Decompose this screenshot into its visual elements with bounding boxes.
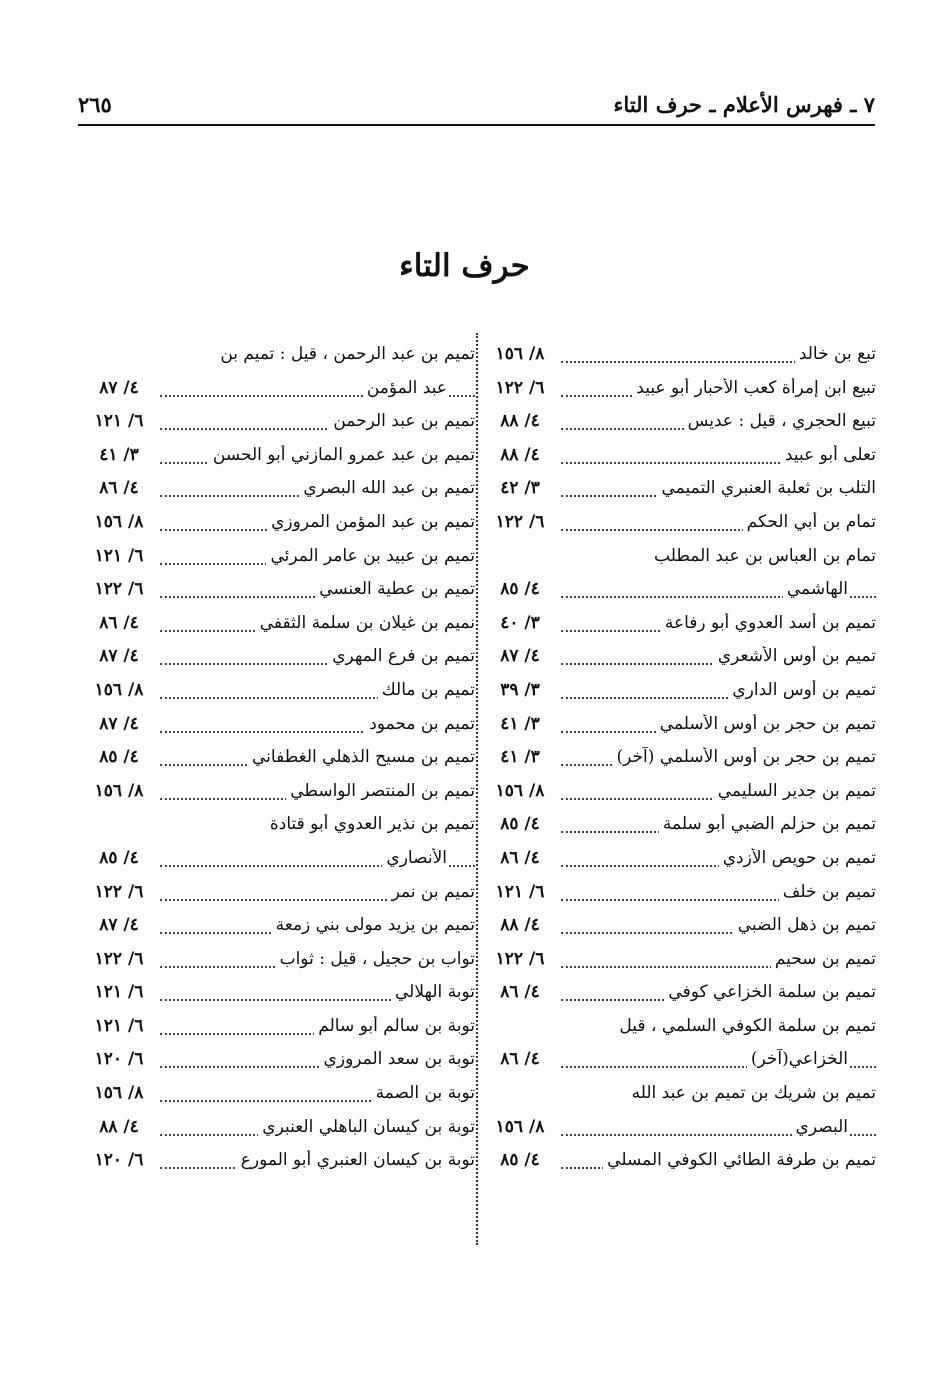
entry-reference: ٤/ ٨٨ xyxy=(500,444,540,465)
entry-name: توبة الهلالي xyxy=(391,982,475,1002)
entry-name: تواب بن حجيل ، قيل : ثواب xyxy=(276,949,475,969)
entry-name: تميم بن نمر xyxy=(388,882,475,902)
entry-reference: ٦/ ١٢٢ xyxy=(495,377,545,398)
section-title: حرف التاء xyxy=(399,248,530,284)
index-entry xyxy=(481,475,876,509)
index-entry xyxy=(481,979,876,1013)
entry-name: تميم بن أوس الأشعري xyxy=(714,646,876,666)
page-number: ٢٦٥ xyxy=(78,92,112,117)
entry-name: الأنصاري xyxy=(382,848,447,868)
index-entry xyxy=(80,845,475,879)
entry-name: تميم بن فرع المهري xyxy=(328,646,475,666)
entry-name: تمام بن العباس بن عبد المطلب xyxy=(650,546,876,566)
index-entry xyxy=(80,744,475,778)
column-divider xyxy=(476,333,478,1245)
entry-reference: ٦/ ١٢١ xyxy=(94,545,144,566)
index-entry xyxy=(481,408,876,442)
entry-reference: ٤/ ٨٥ xyxy=(500,1150,540,1171)
entry-name: تميم بن عبد الله البصري xyxy=(299,478,475,498)
entry-name: توبة بن الصمة xyxy=(372,1083,475,1103)
entry-name: تميم بن عطية العنسي xyxy=(315,579,475,599)
entry-name: تميم بن سحيم xyxy=(771,949,876,969)
entry-reference: ٨/ ١٥٦ xyxy=(94,1083,144,1104)
index-entry xyxy=(481,1013,876,1047)
entry-reference: ٣/ ٤١ xyxy=(99,444,139,465)
entry-name: تميم بن عبد المؤمن المروزي xyxy=(267,512,475,532)
running-title: ٧ ـ فهرس الأعلام ـ حرف التاء xyxy=(613,92,875,117)
entry-reference: ٦/ ١٢٢ xyxy=(495,511,545,532)
index-entry xyxy=(80,879,475,913)
entry-name: الخزاعي(آخر) xyxy=(747,1049,848,1069)
entry-name: تمام بن أبي الحكم xyxy=(743,512,876,532)
index-entry xyxy=(80,576,475,610)
page-header xyxy=(78,88,875,126)
entry-reference: ٨/ ١٥٦ xyxy=(94,679,144,700)
index-entry xyxy=(481,610,876,644)
entry-name: توبة بن كيسان الباهلي العنبري xyxy=(258,1117,475,1137)
index-entry xyxy=(481,643,876,677)
entry-name: تميم بن طرفة الطائي الكوفي المسلي xyxy=(603,1150,876,1170)
entry-name: تبيع ابن إمرأة كعب الأحبار أبو عبيد xyxy=(632,378,876,398)
index-entry xyxy=(80,475,475,509)
entry-reference: ٤/ ٨٧ xyxy=(99,646,139,667)
entry-name: تميم بن المنتصر الواسطي xyxy=(286,781,475,801)
index-entry xyxy=(481,912,876,946)
index-entry xyxy=(80,643,475,677)
entry-name: تميم بن مالك xyxy=(378,680,475,700)
entry-reference: ٦/ ١٢١ xyxy=(94,1015,144,1036)
entry-reference: ٦/ ١٢٢ xyxy=(94,881,144,902)
entry-name: تميم بن عبد الرحمن ، قيل : تميم بن xyxy=(216,344,475,364)
index-entry xyxy=(481,442,876,476)
entry-name: تميم بن عبد الرحمن xyxy=(329,411,475,431)
index-entry xyxy=(80,341,475,375)
entry-reference: ٤/ ٨٥ xyxy=(500,579,540,600)
index-entry xyxy=(481,744,876,778)
index-entry xyxy=(481,1114,876,1148)
entry-reference: ٨/ ١٥٦ xyxy=(495,780,545,801)
index-entry xyxy=(80,1080,475,1114)
index-entry xyxy=(80,375,475,409)
entry-name: التلب بن ثعلبة العنبري التميمي xyxy=(658,478,876,498)
entry-reference: ٤/ ٨٨ xyxy=(99,1116,139,1137)
entry-name: تميم بن عبيد بن عامر المرئي xyxy=(266,546,475,566)
entry-name: نميم بن غيلان بن سلمة الثقفي xyxy=(256,613,475,633)
entry-name: تميم بن حويص الأزدي xyxy=(719,848,876,868)
entry-name: تميم بن جدير السليمي xyxy=(714,781,876,801)
index-entry xyxy=(80,1114,475,1148)
index-entry xyxy=(80,1147,475,1181)
index-entry xyxy=(481,576,876,610)
index-entry xyxy=(481,1147,876,1181)
entry-reference: ٤/ ٨٥ xyxy=(99,847,139,868)
entry-reference: ٦/ ١٢٠ xyxy=(94,1150,144,1171)
index-entry xyxy=(481,811,876,845)
entry-name: تميم بن حزلم الضبي أبو سلمة xyxy=(659,814,876,834)
entry-reference: ٣/ ٤١ xyxy=(500,713,540,734)
entry-reference: ٤/ ٨٧ xyxy=(99,713,139,734)
index-entry xyxy=(80,912,475,946)
entry-reference: ٦/ ١٢٠ xyxy=(94,1049,144,1070)
entry-name: تعلى أبو عبيد xyxy=(781,445,876,465)
index-column-right xyxy=(481,341,876,1241)
index-column-left xyxy=(80,341,475,1241)
entry-reference: ٨/ ١٥٦ xyxy=(495,344,545,364)
index-entry xyxy=(481,509,876,543)
entry-reference: ٨/ ١٥٦ xyxy=(94,780,144,801)
entry-name: الهاشمي xyxy=(783,579,848,599)
entry-name: توبة بن كيسان العنبري أبو المورع xyxy=(237,1150,475,1170)
entry-reference: ٤/ ٨٥ xyxy=(500,814,540,835)
entry-reference: ٨/ ١٥٦ xyxy=(94,511,144,532)
entry-reference: ٤/ ٨٦ xyxy=(500,847,540,868)
index-entry xyxy=(481,543,876,577)
index-entry xyxy=(80,711,475,745)
entry-reference: ٤/ ٨٨ xyxy=(500,411,540,432)
index-entry xyxy=(481,341,876,375)
index-entry xyxy=(481,845,876,879)
index-entry xyxy=(481,1046,876,1080)
entry-reference: ٤/ ٨٦ xyxy=(99,478,139,499)
entry-name: تميم بن ذهل الضبي xyxy=(734,915,876,935)
index-entry xyxy=(481,375,876,409)
index-entry xyxy=(481,711,876,745)
entry-reference: ٦/ ١٢٢ xyxy=(94,579,144,600)
index-entry xyxy=(481,879,876,913)
entry-reference: ٤/ ٨٦ xyxy=(500,982,540,1003)
index-entry xyxy=(80,946,475,980)
entry-name: تميم بن حجر بن أوس الأسلمي (آخر) xyxy=(613,747,876,767)
entry-reference: ٣/ ٤١ xyxy=(500,747,540,768)
index-entry xyxy=(80,811,475,845)
entry-reference: ٣/ ٤٢ xyxy=(500,478,540,499)
entry-reference: ٦/ ١٢١ xyxy=(94,411,144,432)
index-entry xyxy=(80,677,475,711)
entry-name: توبة بن سالم أبو سالم xyxy=(314,1016,475,1036)
index-entry xyxy=(80,610,475,644)
index-entry xyxy=(80,1013,475,1047)
index-entry xyxy=(481,778,876,812)
index-entry xyxy=(481,677,876,711)
index-entry xyxy=(481,946,876,980)
index-entry xyxy=(80,408,475,442)
entry-reference: ٤/ ٨٧ xyxy=(99,915,139,936)
entry-name: تميم بن شريك بن تميم بن عبد الله xyxy=(628,1083,876,1103)
entry-name: تميم بن خلف xyxy=(779,882,876,902)
entry-reference: ٦/ ١٢١ xyxy=(495,881,545,902)
entry-reference: ٤/ ٨٦ xyxy=(500,1049,540,1070)
entry-name: تبع بن خالد xyxy=(795,344,876,364)
entry-reference: ٤/ ٨٨ xyxy=(500,915,540,936)
entry-name: تميم بن أوس الداري xyxy=(728,680,876,700)
index-entry xyxy=(80,778,475,812)
entry-reference: ٦/ ١٢٢ xyxy=(495,948,545,969)
entry-reference: ٣/ ٤٠ xyxy=(500,612,540,633)
entry-reference: ٤/ ٨٦ xyxy=(99,612,139,633)
entry-name: تميم بن سلمة الخزاعي كوفي xyxy=(664,982,876,1002)
entry-name: البصري xyxy=(792,1117,848,1137)
entry-name: عبد المؤمن xyxy=(363,378,447,398)
entry-reference: ٤/ ٨٥ xyxy=(99,747,139,768)
entry-name: تميم بن حجر بن أوس الأسلمي xyxy=(656,714,876,734)
entry-name: توبة بن سعد المروزي xyxy=(320,1049,475,1069)
entry-reference: ٨/ ١٥٦ xyxy=(495,1116,545,1137)
entry-reference: ٣/ ٣٩ xyxy=(500,679,540,700)
index-entry xyxy=(80,509,475,543)
entry-name: تميم بن أسد العدوي أبو رفاعة xyxy=(661,613,876,633)
index-entry xyxy=(481,1080,876,1114)
entry-name: تميم بن سلمة الكوفي السلمي ، قيل xyxy=(615,1016,876,1036)
entry-name: تميم بن نذير العدوي أبو قتادة xyxy=(266,814,475,834)
entry-name: تميم بن محمود xyxy=(365,714,475,734)
index-entry xyxy=(80,543,475,577)
entry-name: تميم بن عبد عمرو المازني أبو الحسن xyxy=(209,445,475,465)
entry-name: تميم بن يزيد مولى بني زمعة xyxy=(272,915,475,935)
entry-name: تبيع الحجري ، قيل : عديس xyxy=(684,411,876,431)
index-entry xyxy=(80,1046,475,1080)
entry-reference: ٤/ ٨٧ xyxy=(500,646,540,667)
index-entry xyxy=(80,442,475,476)
entry-name: تميم بن مسيح الذهلي الغطفاني xyxy=(248,747,475,767)
entry-reference: ٤/ ٨٧ xyxy=(99,377,139,398)
index-entry xyxy=(80,979,475,1013)
entry-reference: ٦/ ١٢١ xyxy=(94,982,144,1003)
entry-reference: ٦/ ١٢٢ xyxy=(94,948,144,969)
